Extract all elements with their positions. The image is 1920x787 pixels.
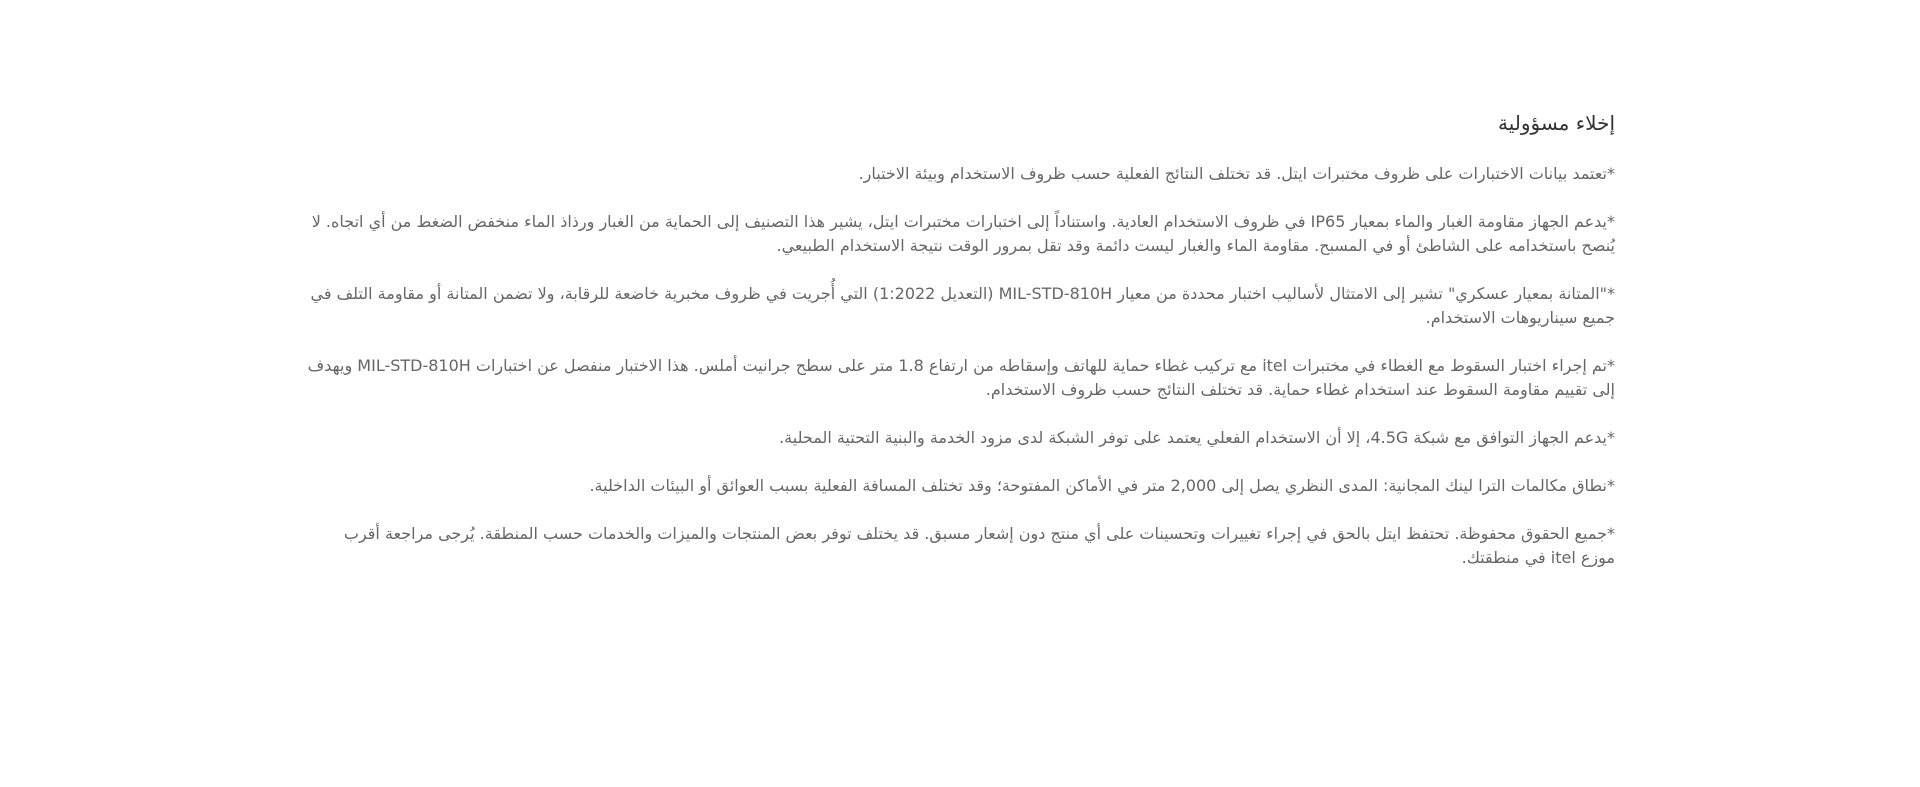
disclaimer-military-grade-note: *"المتانة بمعيار عسكري" تشير إلى الامتثال لأساليب اختبار محددة من معيار MIL-STD-810H (التعديل 1:2022) التي أُجريت في ظروف مخبرية خاضعة للرقابة، ولا تضمن المتانة أو مقاومة التلف في جميع سيناريوهات الاستخدام. (310, 284, 1615, 327)
disclaimer-ultralink-note: *نطاق مكالمات الترا لينك المجانية: المدى النظري يصل إلى 2,000 متر في الأماكن المفتوحة؛ وقد تختلف المسافة الفعلية بسبب العوائق أو البيئات الداخلية. (589, 476, 1615, 495)
disclaimer-test-data-note: *تعتمد بيانات الاختبارات على ظروف مختبرات ايتل. قد تختلف النتائج الفعلية حسب ظروف الاستخدام وبيئة الاختبار. (858, 164, 1615, 183)
disclaimer-ip65-note: *يدعم الجهاز مقاومة الغبار والماء بمعيار IP65 في ظروف الاستخدام العادية. واستناداً إلى اختبارات مختبرات ايتل، يشير هذا التصنيف إلى الحماية من الغبار ورذاذ الماء منخفض الضغط من أي اتجاه. لا يُنصح باستخدامه على الشاطئ أو في المسبح. مقاومة الماء والغبار ليست دائمة وقد تقل بمرور الوقت نتيجة الاستخدام الطبيعي. (311, 212, 1615, 255)
disclaimer-section (305, 106, 1615, 594)
disclaimer-title: إخلاء مسؤولية (1497, 111, 1615, 135)
disclaimer-network-note: *يدعم الجهاز التوافق مع شبكة 4.5G، إلا أن الاستخدام الفعلي يعتمد على توفر الشبكة لدى مزود الخدمة والبنية التحتية المحلية. (779, 428, 1615, 447)
disclaimer-rights-note: *جميع الحقوق محفوظة. تحتفظ ايتل بالحق في إجراء تغييرات وتحسينات على أي منتج دون إشعار مسبق. قد يختلف توفر بعض المنتجات والميزات والخدمات حسب المنطقة. يُرجى مراجعة أقرب موزع itel في منطقتك. (343, 524, 1615, 567)
disclaimer-drop-test-note: *تم إجراء اختبار السقوط مع الغطاء في مختبرات itel مع تركيب غطاء حماية للهاتف وإسقاطه من ارتفاع 1.8 متر على سطح جرانيت أملس. هذا الاختبار منفصل عن اختبارات MIL-STD-810H ويهدف إلى تقييم مقاومة السقوط عند استخدام غطاء حماية. قد تختلف النتائج حسب ظروف الاستخدام. (307, 356, 1615, 399)
disclaimer-list (305, 162, 1615, 570)
